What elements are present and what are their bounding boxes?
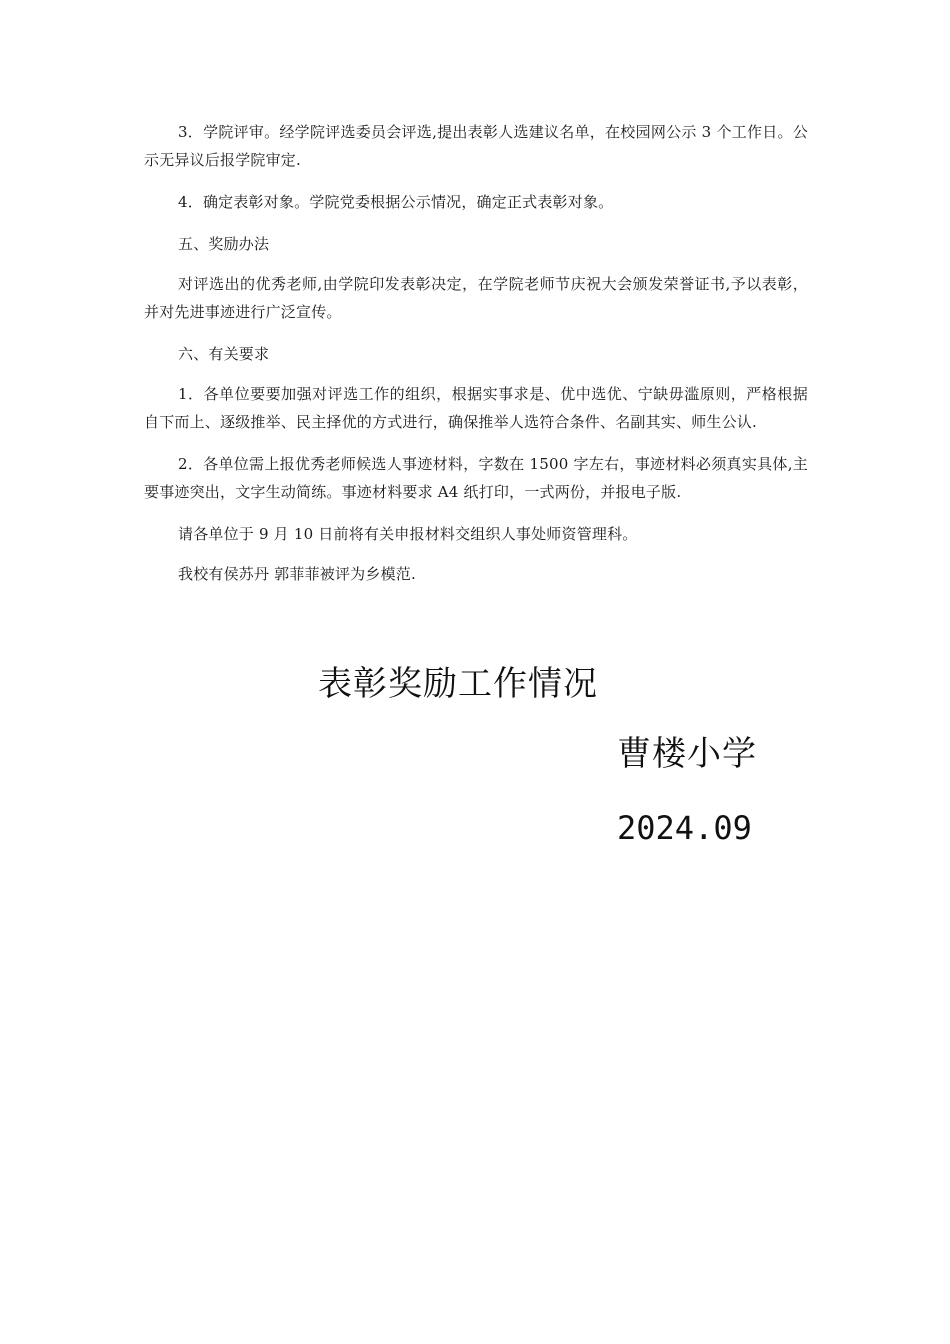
paragraph-reward: 对评选出的优秀老师,由学院印发表彰决定，在学院老师节庆祝大会颁发荣誉证书,予以表彰，并对先进事迹进行广泛宣传。 bbox=[144, 275, 808, 321]
paragraph-confirm: 4．确定表彰对象。学院党委根据公示情况，确定正式表彰对象。 bbox=[178, 193, 614, 211]
paragraph-honorees: 我校有侯苏丹 郭菲菲被评为乡模范. bbox=[178, 565, 416, 583]
document-date: 2024.09 bbox=[617, 809, 752, 847]
school-name: 曹楼小学 bbox=[617, 734, 757, 774]
document-title: 表彰奖励工作情况 bbox=[318, 664, 598, 704]
section-heading-reward: 五、奖励办法 bbox=[178, 235, 270, 253]
paragraph-requirement-1: 1．各单位要要加强对评选工作的组织，根据实事求是、优中选优、宁缺毋滥原则，严格根据自下而上、逐级推举、民主择优的方式进行，确保推举人选符合条件、名副其实、师生公认. bbox=[144, 385, 808, 431]
section-heading-requirements: 六、有关要求 bbox=[178, 345, 270, 363]
paragraph-review: 3．学院评审。经学院评选委员会评选,提出表彰人选建议名单，在校园网公示 3 个工作日。公示无异议后报学院审定. bbox=[144, 123, 808, 169]
paragraph-requirement-2: 2．各单位需上报优秀老师候选人事迹材料，字数在 1500 字左右，事迹材料必须真实具体,主要事迹突出，文字生动简练。事迹材料要求 A4 纸打印，一式两份，并报电子版. bbox=[144, 455, 808, 501]
paragraph-deadline: 请各单位于 9 月 10 日前将有关申报材料交组织人事处师资管理科。 bbox=[178, 525, 638, 543]
document-body bbox=[144, 118, 808, 602]
